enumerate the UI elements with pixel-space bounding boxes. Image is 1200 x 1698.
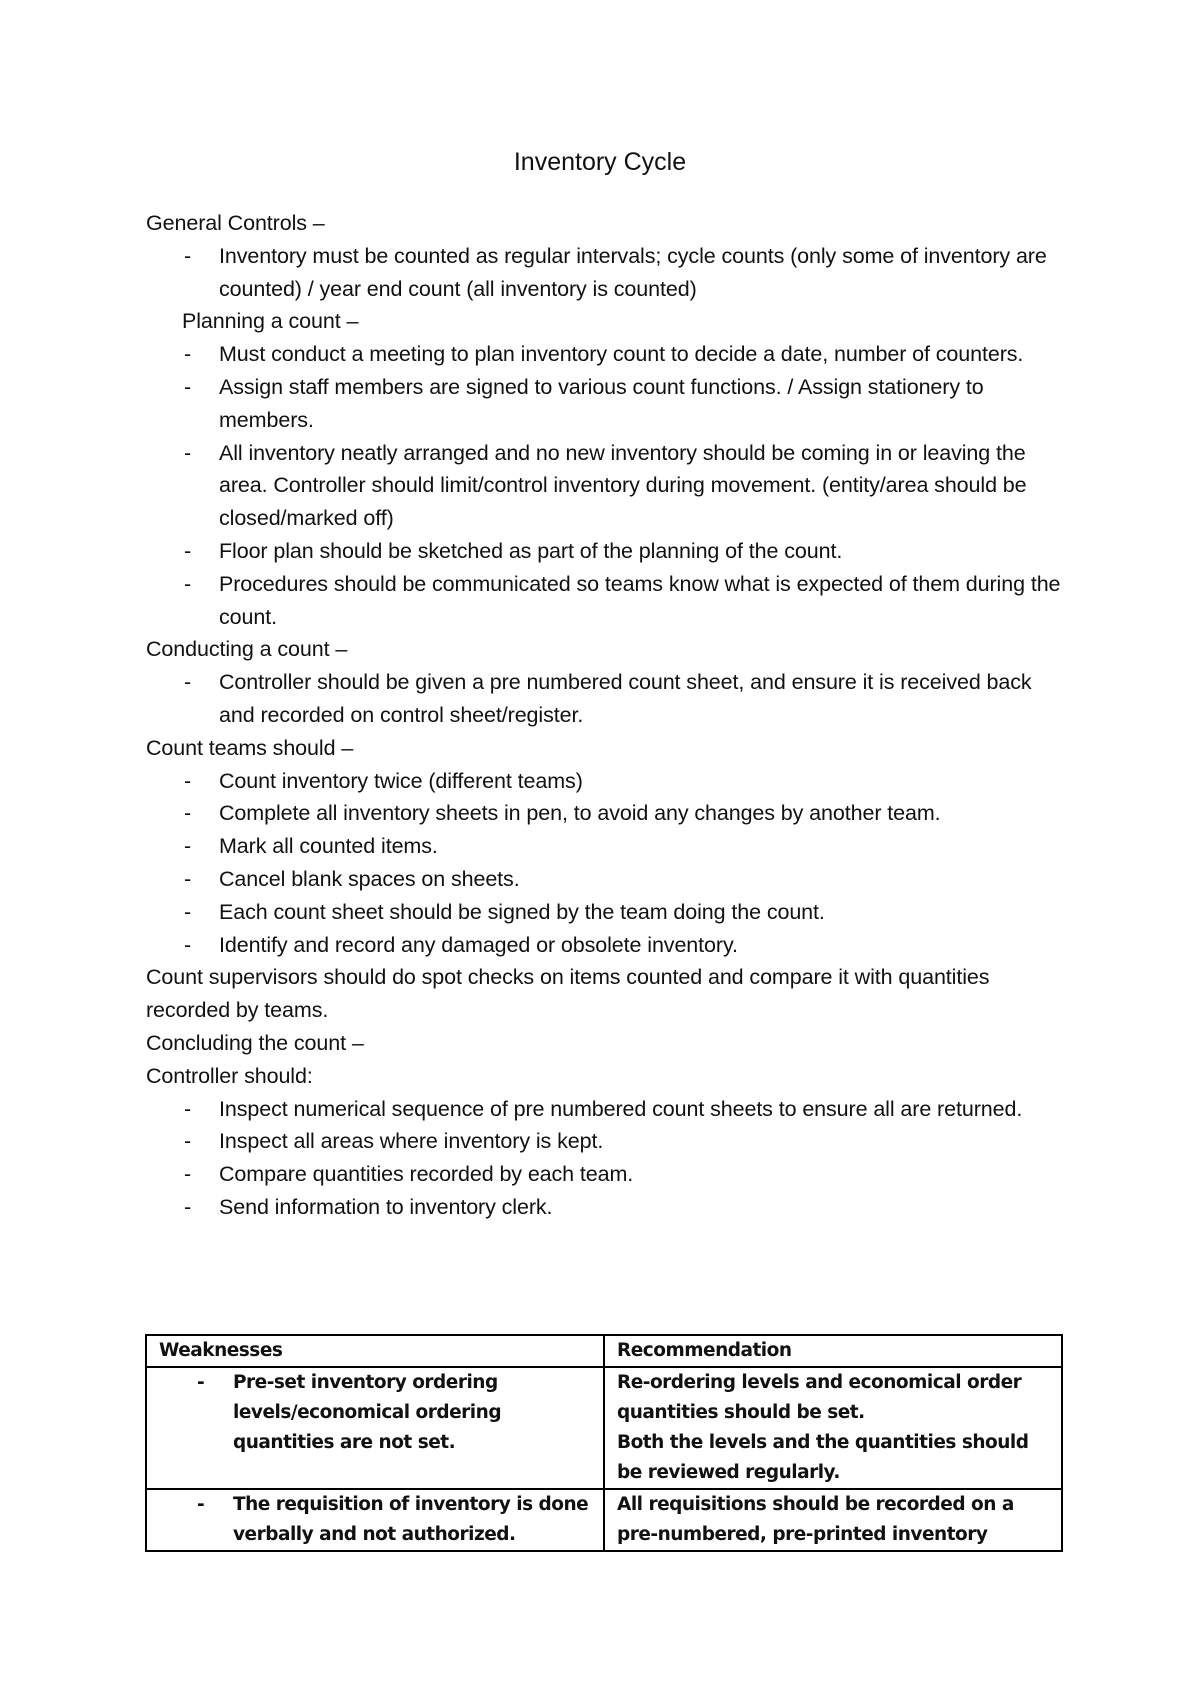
supervisors-paragraph: Count supervisors should do spot checks on items counted and compare it with quantities recorded by teams. [146, 965, 990, 1023]
bullet-dash: - [184, 834, 192, 859]
bullet-dash: - [197, 1494, 205, 1515]
list-item: - Send information to inventory clerk. [146, 1191, 1066, 1224]
list-item: - Floor plan should be sketched as part of the planning of the count. [146, 535, 1066, 568]
section-heading-general-controls: General Controls – [146, 211, 325, 235]
recommendation-cell: Re-ordering levels and economical order quantities should be set. Both the levels and the quantities should be reviewed regularly. [604, 1367, 1062, 1489]
section-heading-planning: Planning a count – [182, 309, 359, 334]
list-item: - All inventory neatly arranged and no new inventory should be coming in or leaving the area. Controller should limit/control inventory during movement. (entity/area should be closed/marked off) [146, 437, 1066, 535]
list-item: - Identify and record any damaged or obsolete inventory. [146, 929, 1066, 962]
planning-list [146, 338, 1066, 633]
bullet-dash: - [184, 801, 192, 826]
bullet-dash: - [184, 932, 192, 957]
list-item: - Procedures should be communicated so teams know what is expected of them during the count. [146, 568, 1066, 634]
document-body [146, 207, 1066, 1224]
column-header-recommendation: Recommendation [604, 1335, 1062, 1367]
bullet-dash: - [184, 571, 192, 596]
list-item: - Assign staff members are signed to various count functions. / Assign stationery to members. [146, 371, 1066, 437]
bullet-dash: - [184, 374, 192, 399]
bullet-dash: - [184, 1129, 192, 1154]
list-item: - Controller should be given a pre numbered count sheet, and ensure it is received back and recorded on control sheet/register. [146, 666, 1066, 732]
weaknesses-recommendations-table [145, 1334, 1063, 1552]
table-row [146, 1489, 1062, 1551]
bullet-dash: - [184, 899, 192, 924]
list-item: - Inspect numerical sequence of pre numbered count sheets to ensure all are returned. [146, 1093, 1066, 1126]
bullet-dash: - [184, 670, 192, 695]
column-header-weaknesses: Weaknesses [146, 1335, 604, 1367]
bullet-dash: - [184, 440, 192, 465]
list-item: - Inspect all areas where inventory is kept. [146, 1125, 1066, 1158]
bullet-dash: - [184, 243, 192, 268]
list-item: - Inventory must be counted as regular intervals; cycle counts (only some of inventory are counted) / year end count (all inventory is counted) [146, 240, 1066, 306]
table-row [146, 1367, 1062, 1489]
list-item: - Mark all counted items. [146, 830, 1066, 863]
weakness-cell: - Pre-set inventory ordering levels/economical ordering quantities are not set. [146, 1367, 604, 1489]
bullet-dash: - [184, 342, 192, 367]
section-subheading-controller: Controller should: [146, 1063, 313, 1088]
bullet-dash: - [184, 1194, 192, 1219]
bullet-dash: - [184, 1162, 192, 1187]
list-item: - Must conduct a meeting to plan inventory count to decide a date, number of counters. [146, 338, 1066, 371]
weakness-cell: - The requisition of inventory is done verbally and not authorized. [146, 1489, 604, 1551]
bullet-dash: - [184, 866, 192, 891]
table-header-row [146, 1335, 1062, 1367]
section-heading-count-teams: Count teams should – [146, 735, 354, 760]
list-item: - Each count sheet should be signed by the team doing the count. [146, 896, 1066, 929]
conducting-list [146, 666, 1066, 732]
bullet-dash: - [184, 1096, 192, 1121]
concluding-list [146, 1093, 1066, 1224]
general-controls-list [146, 240, 1066, 306]
bullet-dash: - [184, 538, 192, 563]
count-teams-list [146, 765, 1066, 962]
list-item: - Cancel blank spaces on sheets. [146, 863, 1066, 896]
section-heading-conducting: Conducting a count – [146, 637, 348, 662]
list-item: - Count inventory twice (different teams) [146, 765, 1066, 798]
bullet-dash: - [197, 1372, 205, 1393]
list-item: - Compare quantities recorded by each team. [146, 1158, 1066, 1191]
list-item: - Complete all inventory sheets in pen, to avoid any changes by another team. [146, 797, 1066, 830]
recommendation-cell: All requisitions should be recorded on a pre-numbered, pre-printed inventory [604, 1489, 1062, 1551]
page-title: Inventory Cycle [513, 148, 687, 176]
section-heading-concluding: Concluding the count – [146, 1030, 364, 1055]
bullet-dash: - [184, 768, 192, 793]
